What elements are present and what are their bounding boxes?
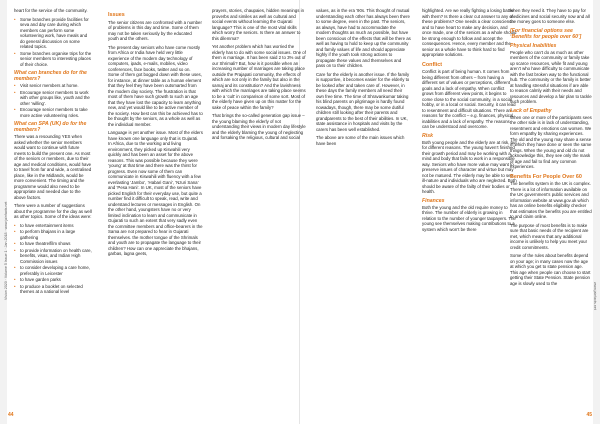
paragraph: Language is yet another issue. Most of the elders have known one language only that is Gujarati. In Africa, due to the working and living environment, they picked up Kiswahili very quickly and has been an asset for the above reasons. This was possible because they were ‘young’ at that time and there was the thirst for progress. Even now some of them can communicate in Kiswahili with fluency with a few everlasting ‘Jambo’, ‘Habari Gani’, ‘Nzuri Sana’ and ‘Pesa Hani’. In UK, most of the seniors have picked English for their everyday use, but quite a number find it difficult to speak, read, write and understand lectures or messages in English. On the other hand, youngsters have no or very limited inclination to learn and communicate in Gujarati to such an extent that very sadly even the committee members and office-bearers in the Sama are not prepared to hear in Gujarati themselves. the mother tongue of the Shrimals and youth are to propagate the language to their children? How can one appreciate the bhajans, garbas, lagna geets, [108,130,203,256]
list-item: • Visit senior members at home. [14,83,92,89]
column-1 [14,8,92,298]
cross-reference-note: [For financial options see ‘Benefits for people over 60’] [510,27,582,40]
list-item: • to have theatre/film shows [14,241,92,247]
running-head-right: www.jainfacts.net [593,282,597,310]
list-item: • to produce a booklet on selected themes at a national level [14,284,92,295]
list-item: • Encourage senior members to work with other groups like, youth and the other ‘willing’. [14,90,92,107]
subheading-lack-of-empathy: Lack of Empathy [510,107,552,114]
column-3 [212,8,307,144]
paragraph: Care for the elderly is another issue. If the family is supportive, it becomes easier for the elderly to be looked after and taken care of. However, in these days the family members all need their own free time. The time of Shravankumar taking his blind parents on pilgrimage is hardly found nowadays, though, there may be some dutiful children still looking after their parents and grandparents to the best of their abilities. In UK, state assistance in hospitals and visits by the carers has been well established. [316,71,410,132]
section-heading-conflict: Conflict [422,61,443,68]
ideas-list [14,223,92,295]
list-item: • to provide information on health care, benefits, visas, and Indian High Commission issues [14,248,92,265]
paragraph: Yet another problem which has worried the elderly has to do with some social issues. One of them is marriage. It has been said 2 to 3% out of our Shrimali? But, how is it possible when an increasing number of marriages are taking place outside the Prajapati community, the effects of which are not only in the family but also in the samaj and its constitution? And the lavishness with which the marriages are taking place seems to be a ‘cult’ in comparison of some sort. Most of the elderly have given up on this matter for the sake of peace within the family? [212,44,306,110]
paragraph: heart for the service of the community. [14,8,88,13]
paragraph: The present day seniors who have come mostly from Africa or India have held very little experience of the modern day technology of computers, ipads, e-mails, mobiles, video conferences, face books, twitter and so on. Some of them got bogged down with these uses, for instance, at dinner table as a human element that they feel they have been outsmarted from the modern day society. The frustration is that most of them have such growth to such an age that they have lost the capacity to learn anything new, and yet would like to be active member of the society. How best can this be achieved has to be thought by the seniors, as a whole as well as the individual member. [108,44,203,127]
list-item: • to perform bhajans in a large gathering [14,229,92,240]
paragraph: There were a number of suggestions about the programme for the day as well as other topics. Some of the ideas were: [14,203,92,219]
paragraph: Both young people and the elderly are at risk, but for different reasons. The young haven’t finished their growth period and may be working with a mind and body that fails to work in a responsible way. Seniors who have more value may want to preserve issues of character and virtue but may not be matured. The elderly may be able to see ill-nature and individuals who are neglected. Both should be aware of the failty of their bodies or health. [422,139,517,194]
list-item: • to have entertainment items [14,223,92,229]
paragraph: Both the young and the old require money to thrive. The number of elderly is growing in relation to the number of younger taxpayers. The young see themselves making contributions to a system which won’t be there [422,204,516,232]
paragraph: The purpose of most benefits is to make sure that basic needs of the recipient are met, which means that any additional income is unlikely to help you meet your credit commitments. [510,222,589,250]
column-4 [316,8,411,149]
subheading: What can branches do for the members? [14,70,87,82]
column-5 [422,8,517,235]
subheading-risk: Risk [422,132,433,139]
column-6 [510,8,592,289]
section-heading-issues: Issues [108,12,125,18]
paragraph: The above are some of the main issues which have been [316,135,405,146]
list-item: • to have garden parks [14,277,92,283]
paragraph: People who can’t do as much as other members of the community or family take up scarce resources, while fit and young aren’t who have difficulty to communicate with the fast broken way to the functional hub. The community or the family is better at handling stressful situations if are able to reason calmly with their needs and resources and develop a fair plan to tackle such problem. [510,49,592,104]
paragraph: Conflict is part of being human. It comes from being different from others – from having a different set of values or perceptions, different goals and a lack of empathy. When conflict grows from different view points, it begins to come close to the social community, in a social hobby, or in a local or social. Security, it can lead to resentment and difficult situations. There are reasons for the conflict – e.g. finances, physical inabilities and a lack of empathy. The reasons can be understood and overcome. [422,69,516,129]
paragraph: when they need it. They have to pay for medicines and social security now and all the money goes to someone else. [510,8,590,24]
branch-actions-list [14,83,92,118]
paragraph: prayers, stories, chaupaies, hidden meanings in proverbs and similes as well as cultural and social events without learning the Gujarati language? This is one of the most vital skills which worry the seniors. Is there an answer to this dilemma? [212,8,304,41]
paragraph: The benefits system in the UK is complex. There is a lot of information available on the UK government’s public services and information website at www.gov.uk which has an online benefits eligibility checker that estimates the benefits you are entitled to and claim online. [510,181,592,219]
page-number-right: 45 [586,411,592,418]
list-item: • to consider developing a care home, preferably in Leicester [14,265,92,276]
page-number-left: 44 [8,411,14,418]
paragraph: The senior citizens are confronted with a number of problems in this day and time. Some of them may not be taken seriously by the educated youth and the others. [108,19,202,41]
running-head-left: Vision 2020 · Volume 5 Issue 1 · Jan 2018 · www.jainfacts.net [4,201,8,300]
list-item: • Some branches provide facilities for seva and day care during which members can perform some volunteering work, have meals and do general discussion on some related topics. [14,17,92,50]
paragraph: There was a resounding YES when asked whether the senior members would want to continue with future meets to build the present one. As most of the seniors or members, due to their age and medical conditions, would have to travel from far and wide, a centralised place, like in the Midlands, would be more convenient. The timing and the programme would also need to be appropriate and needed due to the above factors. [14,134,92,200]
branch-activities-list [14,17,92,68]
subheading-physical-inabilities: Physical Inabilities [510,42,557,49]
right-margin-strip [593,0,600,424]
paragraph: highlighted. Are we really fighting a losing battle with them? Is there a clear cut answer to any of these problems? One needs a clear conscience and to have heart to make any decision, and once made, one of the seniors as a whole should be strong enough to follow and accept the consequences. Hence, every member and the senior as a whole have to think hard to find appropriate solutions. [422,8,517,57]
list-item: • Some branches organise trips for the senior members to interesting places of their choice. [14,51,92,68]
subheading-finances: Finances [422,197,445,204]
paragraph: values, as in the era ‘90s. This thought of mutual understanding each other has always been there to some degree, even in the past. The seniors, as always, have had to accommodate the modern thoughts as much as possible, but have been conscious of the effects that will be there as well as having to hold to keep up the community and family values of life and should appreciate highly if the youth took strong actions to propagate these values and themselves and pass on to their children. [316,8,411,68]
paragraph: Some of the rules about benefits depend on your age; in many cases now the age at which you get to state pension age. This age when people can choose to start getting their State Pension. State pension age is slowly used to the [510,253,591,286]
list-item: • Encourage senior members to take more active volunteering roles. [14,107,92,118]
paragraph: That brings the so-called generation gap issue – the young blaming the elderly of not understanding their views in modern day lifestyle and the elderly blaming the young of neglecting and forsaking the religious, cultural and social [212,113,306,140]
section-heading-benefits: Benefits For People Over 60 [510,173,582,180]
column-2 [108,8,203,260]
paragraph: When one or more of the participants sees the other side is in lack of understanding, resentment and emotions can worsen. We form empathy by sharing experiences. The old and the young may share a sense in which they have done or seen the same things. When the young and old do not acknowledge this, they see only the mask of age and fail to find any common experiences. [510,114,592,169]
subheading: What can SPA (UK) do for the members? [14,121,87,133]
